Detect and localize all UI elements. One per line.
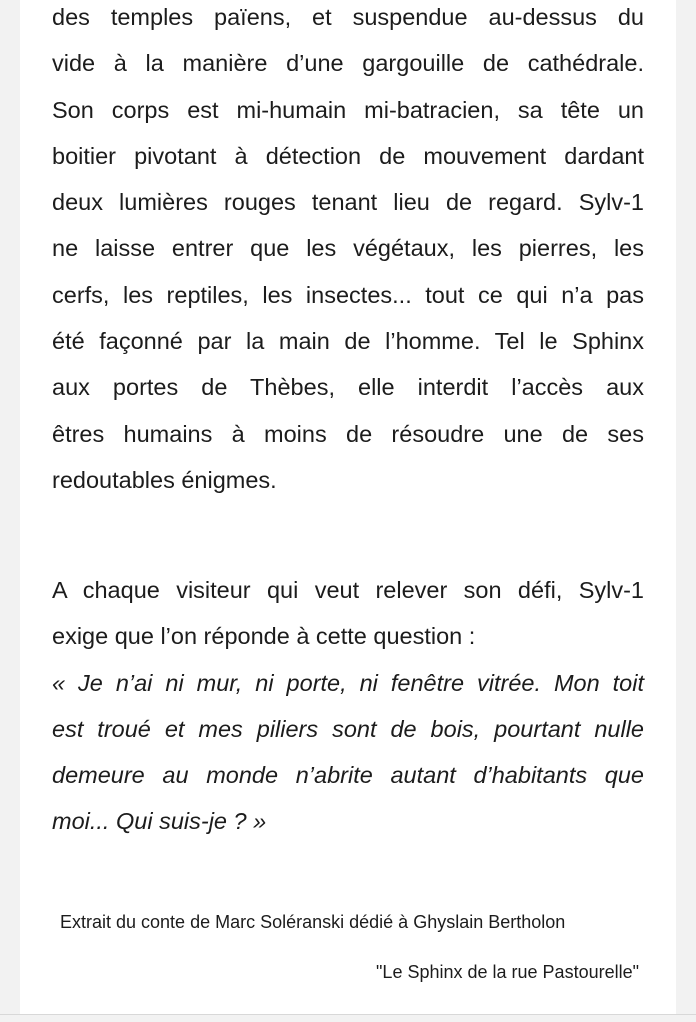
riddle-line: demeure au monde n’abrite autant d’habitants que [52, 762, 644, 789]
text-line: boitier pivotant à détection de mouvement dardant [52, 142, 644, 169]
riddle-line: « Je n’ai ni mur, ni porte, ni fenêtre vitrée. Mon toit [52, 669, 644, 696]
text-line: vide à la manière d’une gargouille de cathédrale. [52, 50, 644, 77]
page-divider [0, 1014, 696, 1015]
text-line: redoutables énigmes. [52, 466, 277, 493]
challenge-paragraph [52, 567, 644, 845]
text-line: A chaque visiteur qui veut relever son défi, Sylv-1 [52, 577, 644, 603]
credit-title: "Le Sphinx de la rue Pastourelle" [376, 962, 639, 982]
text-line: êtres humains à moins de résoudre une de ses [52, 420, 644, 447]
story-paragraph [52, 0, 644, 503]
document-page [20, 0, 676, 1014]
text-line: aux portes de Thèbes, elle interdit l’accès aux [52, 374, 644, 401]
text-line: été façonné par la main de l’homme. Tel le Sphinx [52, 328, 644, 355]
text-line: exige que l’on réponde à cette question : [52, 623, 476, 650]
riddle-line: est troué et mes piliers sont de bois, pourtant nulle [52, 715, 644, 742]
text-line: Son corps est mi-humain mi-batracien, sa tête un [52, 96, 644, 123]
text-line: ne laisse entrer que les végétaux, les pierres, les [52, 235, 644, 262]
text-line: cerfs, les reptiles, les insectes... tout ce qui n’a pas [52, 281, 644, 308]
text-line: des temples païens, et suspendue au-dessus du [52, 4, 644, 30]
text-line: deux lumières rouges tenant lieu de regard. Sylv-1 [52, 189, 644, 216]
riddle-line: moi... Qui suis-je ? » [52, 808, 267, 835]
credit-author: Extrait du conte de Marc Soléranski dédié à Ghyslain Bertholon [60, 912, 566, 932]
